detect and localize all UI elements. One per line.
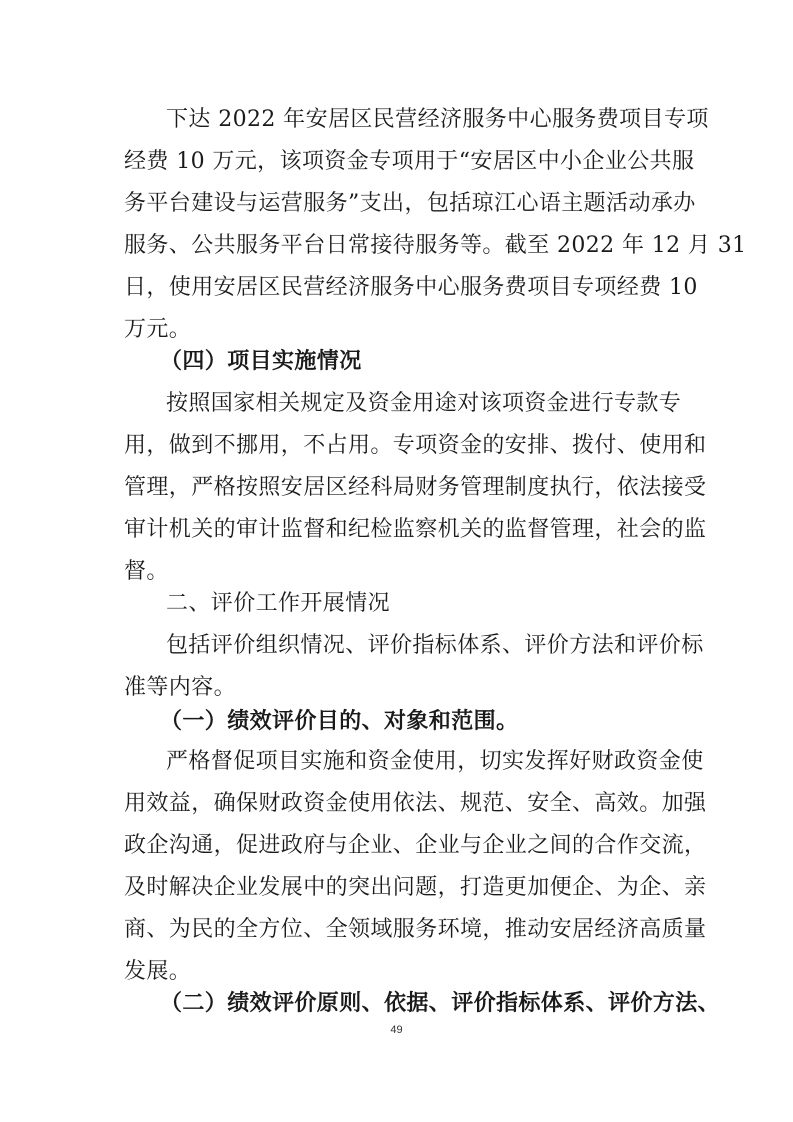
paragraph-4-line-3: 政企沟通，促进政府与企业、企业与企业之间的合作交流， [124, 833, 707, 858]
subsection-heading-2: （二）绩效评价原则、依据、评价指标体系、评价方法、 [160, 991, 721, 1016]
paragraph-2-line-2: 用，做到不挪用，不占用。专项资金的安排、拨付、使用和 [124, 433, 707, 458]
paragraph-1-line-3: 务平台建设与运营服务”支出，包括琼江心语主题活动承办 [124, 191, 696, 216]
section-2-heading: 二、评价工作开展情况 [166, 591, 391, 616]
paragraph-2-line-1: 按照国家相关规定及资金用途对该项资金进行专款专 [166, 391, 682, 416]
paragraph-1-line-2: 经费 10 万元，该项资金专项用于“安居区中小企业公共服 [124, 149, 695, 174]
paragraph-4-line-5: 商、为民的全方位、全领域服务环境，推动安居经济高质量 [124, 917, 707, 942]
paragraph-1-line-6: 万元。 [124, 317, 192, 342]
paragraph-1-line-4: 服务、公共服务平台日常接待服务等。截至 2022 年 12 月 31 [124, 233, 747, 258]
paragraph-2-line-4: 审计机关的审计监督和纪检监察机关的监督管理，社会的监 [124, 517, 707, 542]
section-heading-4: （四）项目实施情况 [160, 349, 362, 374]
paragraph-3-line-1: 包括评价组织情况、评价指标体系、评价方法和评价标 [166, 633, 704, 658]
paragraph-4-line-4: 及时解决企业发展中的突出问题，打造更加便企、为企、亲 [124, 875, 707, 900]
subsection-heading-1: （一）绩效评价目的、对象和范围。 [160, 709, 519, 734]
paragraph-4-line-2: 用效益，确保财政资金使用依法、规范、安全、高效。加强 [124, 791, 707, 816]
paragraph-4-line-6: 发展。 [124, 959, 192, 984]
paragraph-2-line-3: 管理，严格按照安居区经科局财务管理制度执行，依法接受 [124, 475, 707, 500]
page-number: 49 [390, 1024, 403, 1036]
paragraph-3-line-2: 准等内容。 [124, 675, 237, 700]
paragraph-4-line-1: 严格督促项目实施和资金使用，切实发挥好财政资金使 [166, 749, 704, 774]
paragraph-1-line-5: 日，使用安居区民营经济服务中心服务费项目专项经费 10 [124, 275, 698, 300]
paragraph-1-line-1: 下达 2022 年安居区民营经济服务中心服务费项目专项 [166, 107, 709, 132]
paragraph-2-line-5: 督。 [124, 559, 169, 584]
